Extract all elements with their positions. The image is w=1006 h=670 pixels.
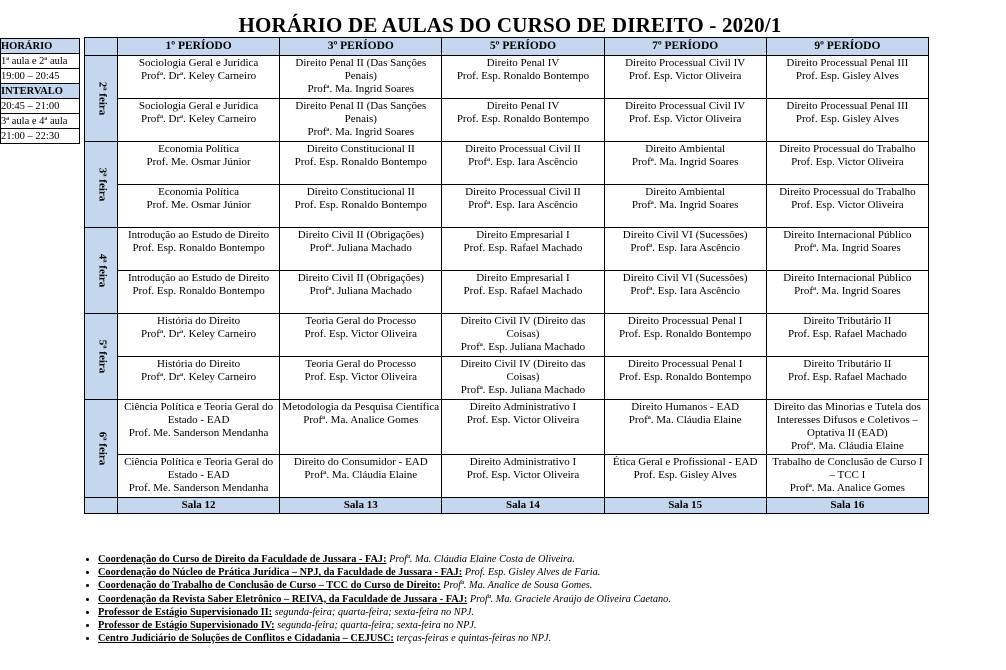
professor-name: Profª. Drª. Keley Carneiro xyxy=(141,328,257,340)
class-cell xyxy=(766,314,928,357)
schedule-row xyxy=(85,455,929,498)
subject-name: Ética Geral e Profissional - EAD xyxy=(612,456,758,468)
period-header: 3º PERÍODO xyxy=(280,38,442,56)
class-cell xyxy=(766,455,928,498)
class-cell xyxy=(604,455,766,498)
class-cell xyxy=(280,357,442,400)
subject-name: Direito Civil IV (Direito das Coisas) xyxy=(460,358,586,383)
professor-name: Profª. Ma. Ingrid Soares xyxy=(794,285,901,297)
subject-name: Direito Civil II (Obrigações) xyxy=(297,229,424,241)
day-label-text: 6ª feira xyxy=(96,431,109,466)
class-cell xyxy=(442,228,604,271)
professor-name: Prof. Esp. Gisley Alves xyxy=(633,469,737,481)
professor-name: Profª. Esp. Iara Ascêncio xyxy=(468,199,578,211)
subject-name: Trabalho de Conclusão de Curso I – TCC I xyxy=(772,456,923,481)
day-label xyxy=(85,56,118,142)
note-title: Coordenação da Revista Saber Eletrônico – REIVA, da Faculdade de Jussara - FAJ: xyxy=(98,593,468,605)
subject-name: História do Direito xyxy=(157,358,241,370)
class-cell xyxy=(442,357,604,400)
class-cell xyxy=(442,185,604,228)
subject-name: Direito Penal IV xyxy=(486,100,560,112)
notes-list xyxy=(84,553,988,645)
professor-name: Prof. Esp. Victor Oliveira xyxy=(628,113,742,125)
class-cell xyxy=(118,357,280,400)
note-item xyxy=(98,566,988,579)
subject-name: Direito Processual Penal I xyxy=(627,358,743,370)
class-cell xyxy=(442,314,604,357)
subject-name: Direito Tributário II xyxy=(803,358,892,370)
professor-name: Profª. Drª. Keley Carneiro xyxy=(141,371,257,383)
note-title: Professor de Estágio Supervisionado II: xyxy=(98,606,273,618)
class-cell xyxy=(442,271,604,314)
day-label-text: 5ª feira xyxy=(96,339,109,374)
class-cell xyxy=(604,99,766,142)
professor-name: Prof. Esp. Rafael Machado xyxy=(787,371,907,383)
class-cell xyxy=(280,228,442,271)
subject-name: Direito Processual Civil IV xyxy=(625,57,746,69)
room-label: Sala 13 xyxy=(280,498,442,514)
schedule-row xyxy=(85,400,929,455)
note-title: Coordenação do Núcleo de Prática Jurídica – NPJ, da Faculdade de Jussara - FAJ: xyxy=(98,567,463,579)
class-cell xyxy=(118,228,280,271)
subject-name: Direito das Minorias e Tutela dos Interesses Difusos e Coletivos – Optativa II (EAD) xyxy=(773,401,921,439)
professor-name: Prof. Me. Osmar Júnior xyxy=(146,156,251,168)
professor-name: Prof. Esp. Ronaldo Bontempo xyxy=(132,285,265,297)
professor-name: Prof. Esp. Ronaldo Bontempo xyxy=(456,113,590,125)
class-cell xyxy=(118,99,280,142)
subject-name: Economia Política xyxy=(158,186,240,198)
subject-name: Direito Tributário II xyxy=(803,315,892,327)
subject-name: Direito Processual Civil II xyxy=(465,143,581,155)
schedule-row xyxy=(85,56,929,99)
note-item xyxy=(98,619,988,632)
professor-name: Profª. Esp. Iara Ascêncio xyxy=(630,242,740,254)
professor-name: Profª. Ma. Ingrid Soares xyxy=(794,242,901,254)
subject-name: Direito Penal II (Das Sanções Penais) xyxy=(295,57,427,82)
professor-name: Profª. Ma. Ingrid Soares xyxy=(631,156,739,168)
time-legend-row xyxy=(1,54,80,69)
subject-name: Direito Constitucional II xyxy=(306,186,415,198)
class-cell xyxy=(280,142,442,185)
subject-name: Direito Penal IV xyxy=(486,57,560,69)
class-cell xyxy=(280,185,442,228)
day-label xyxy=(85,228,118,314)
schedule-row xyxy=(85,99,929,142)
time-legend-row xyxy=(1,69,80,84)
professor-name: Prof. Me. Osmar Júnior xyxy=(146,199,251,211)
professor-name: Profª. Ma. Ingrid Soares xyxy=(307,126,415,138)
professor-name: Prof. Esp. Ronaldo Bontempo xyxy=(456,70,590,82)
subject-name: Direito Civil VI (Sucessões) xyxy=(622,229,748,241)
class-cell xyxy=(766,357,928,400)
subject-name: Direito Constitucional II xyxy=(306,143,415,155)
period-header: 9º PERÍODO xyxy=(766,38,928,56)
class-cell xyxy=(604,142,766,185)
schedule-row xyxy=(85,185,929,228)
schedule-row xyxy=(85,314,929,357)
professor-name: Profª. Esp. Iara Ascêncio xyxy=(468,156,578,168)
professor-name: Prof. Esp. Ronaldo Bontempo xyxy=(619,371,752,383)
time-legend-row xyxy=(1,99,80,114)
professor-name: Profª. Ma. Cláudia Elaine xyxy=(628,414,742,426)
professor-name: Prof. Me. Sanderson Mendanha xyxy=(128,482,269,494)
class-cell xyxy=(766,142,928,185)
room-label: Sala 16 xyxy=(766,498,928,514)
time-legend-row xyxy=(1,129,80,144)
day-label-text: 2ª feira xyxy=(96,81,109,116)
subject-name: Direito Empresarial I xyxy=(476,272,570,284)
note-detail: Profª. Ma. Graciele Araújo de Oliveira Caetano. xyxy=(469,593,671,605)
note-title: Coordenação do Trabalho de Conclusão de Curso – TCC do Curso de Direito: xyxy=(98,580,441,592)
subject-name: Direito do Consumidor - EAD xyxy=(293,456,428,468)
schedule-row xyxy=(85,357,929,400)
period-header: 1º PERÍODO xyxy=(118,38,280,56)
subject-name: Direito Administrativo I xyxy=(469,456,577,468)
class-cell xyxy=(280,400,442,455)
professor-name: Profª. Esp. Juliana Machado xyxy=(460,341,586,353)
note-detail: segunda-feira; quarta-feira; sexta-feira no NPJ. xyxy=(277,620,477,632)
schedule-row xyxy=(85,228,929,271)
subject-name: Direito Processual Penal III xyxy=(786,57,909,69)
time-legend xyxy=(0,38,80,144)
subject-name: História do Direito xyxy=(157,315,241,327)
class-cell xyxy=(766,271,928,314)
professor-name: Profª. Ma. Ingrid Soares xyxy=(307,83,415,95)
room-label: Sala 14 xyxy=(442,498,604,514)
day-label-text: 3ª feira xyxy=(96,167,109,202)
class-cell xyxy=(442,400,604,455)
class-cell xyxy=(604,357,766,400)
class-cell xyxy=(766,228,928,271)
time-legend-entry: 20:45 – 21:00 xyxy=(1,99,80,114)
subject-name: Sociologia Geral e Jurídica xyxy=(138,100,259,112)
time-legend-row xyxy=(1,84,80,99)
schedule-row xyxy=(85,271,929,314)
note-title: Coordenação do Curso de Direito da Faculdade de Jussara - FAJ: xyxy=(98,554,387,565)
class-cell xyxy=(442,142,604,185)
class-cell xyxy=(442,56,604,99)
note-detail: terças-feiras e quintas-feiras no NPJ. xyxy=(396,633,552,645)
time-legend-row xyxy=(1,39,80,54)
professor-name: Prof. Esp. Rafael Machado xyxy=(787,328,907,340)
class-cell xyxy=(604,185,766,228)
class-cell xyxy=(766,185,928,228)
professor-name: Prof. Esp. Victor Oliveira xyxy=(304,371,418,383)
note-item xyxy=(98,553,988,566)
subject-name: Sociologia Geral e Jurídica xyxy=(138,57,259,69)
professor-name: Prof. Esp. Victor Oliveira xyxy=(466,469,580,481)
class-cell xyxy=(280,455,442,498)
professor-name: Prof. Esp. Victor Oliveira xyxy=(791,199,904,211)
subject-name: Metodologia da Pesquisa Científica xyxy=(282,401,440,413)
professor-name: Profª. Ma. Cláudia Elaine xyxy=(304,469,418,481)
professor-name: Prof. Esp. Gisley Alves xyxy=(795,113,899,125)
professor-name: Prof. Esp. Gisley Alves xyxy=(795,70,899,82)
class-cell xyxy=(604,271,766,314)
subject-name: Direito Civil II (Obrigações) xyxy=(297,272,424,284)
time-legend-row xyxy=(1,114,80,129)
class-cell xyxy=(604,56,766,99)
subject-name: Direito Processual do Trabalho xyxy=(779,186,916,198)
class-cell xyxy=(604,228,766,271)
day-label-text: 4ª feira xyxy=(96,253,109,288)
professor-name: Prof. Esp. Rafael Machado xyxy=(463,285,583,297)
class-cell xyxy=(118,56,280,99)
subject-name: Direito Civil VI (Sucessões) xyxy=(622,272,748,284)
class-cell xyxy=(280,271,442,314)
subject-name: Introdução ao Estudo de Direito xyxy=(128,229,270,241)
professor-name: Prof. Esp. Victor Oliveira xyxy=(466,414,580,426)
class-cell xyxy=(442,455,604,498)
day-label xyxy=(85,142,118,228)
note-detail: Prof. Esp. Gisley Alves de Faria. xyxy=(464,567,601,579)
subject-name: Direito Processual Penal I xyxy=(627,315,743,327)
class-cell xyxy=(118,142,280,185)
professor-name: Profª. Juliana Machado xyxy=(309,285,412,297)
subject-name: Direito Empresarial I xyxy=(476,229,570,241)
subject-name: Direito Processual do Trabalho xyxy=(779,143,916,155)
subject-name: Direito Humanos - EAD xyxy=(631,401,740,413)
class-cell xyxy=(118,314,280,357)
time-legend-entry: 3ª aula e 4ª aula xyxy=(1,114,80,129)
page-title: HORÁRIO DE AULAS DO CURSO DE DIREITO - 2020/1 xyxy=(238,13,782,37)
room-label: Sala 15 xyxy=(604,498,766,514)
professor-name: Profª. Drª. Keley Carneiro xyxy=(141,70,257,82)
professor-name: Prof. Esp. Victor Oliveira xyxy=(628,70,742,82)
time-legend-entry: 19:00 – 20:45 xyxy=(1,69,80,84)
subject-name: Teoria Geral do Processo xyxy=(305,358,417,370)
subject-name: Ciência Política e Teoria Geral do Estado - EAD xyxy=(124,401,274,426)
note-item xyxy=(98,606,988,619)
class-cell xyxy=(118,271,280,314)
note-detail: segunda-feira; quarta-feira; sexta-feira no NPJ. xyxy=(274,606,475,618)
class-cell xyxy=(280,99,442,142)
professor-name: Prof. Me. Sanderson Mendanha xyxy=(128,427,269,439)
class-cell xyxy=(442,99,604,142)
professor-name: Prof. Esp. Rafael Machado xyxy=(463,242,583,254)
professor-name: Profª. Esp. Juliana Machado xyxy=(460,384,586,396)
subject-name: Economia Política xyxy=(158,143,240,155)
subject-name: Direito Ambiental xyxy=(645,143,726,155)
note-detail: Profª. Ma. Cláudia Elaine Costa de Oliveira. xyxy=(389,554,575,565)
class-cell xyxy=(280,314,442,357)
subject-name: Teoria Geral do Processo xyxy=(305,315,417,327)
subject-name: Direito Ambiental xyxy=(645,186,726,198)
class-cell xyxy=(766,400,928,455)
subject-name: Direito Internacional Público xyxy=(783,229,912,241)
schedule-table xyxy=(84,37,929,514)
professor-name: Profª. Ma. Cláudia Elaine xyxy=(791,440,904,452)
professor-name: Profª. Ma. Ingrid Soares xyxy=(631,199,739,211)
note-detail: Profª. Ma. Analice de Sousa Gomes. xyxy=(443,580,593,592)
subject-name: Direito Processual Penal III xyxy=(786,100,909,112)
professor-name: Prof. Esp. Victor Oliveira xyxy=(791,156,904,168)
class-cell xyxy=(766,56,928,99)
time-legend-heading: HORÁRIO xyxy=(1,39,80,54)
corner-cell-bottom xyxy=(85,498,118,514)
day-label xyxy=(85,314,118,400)
professor-name: Profª. Ma. Analice Gomes xyxy=(789,482,905,494)
professor-name: Prof. Esp. Victor Oliveira xyxy=(304,328,418,340)
professor-name: Prof. Esp. Ronaldo Bontempo xyxy=(294,156,427,168)
class-cell xyxy=(604,314,766,357)
note-item xyxy=(98,593,988,606)
professor-name: Prof. Esp. Ronaldo Bontempo xyxy=(619,328,752,340)
subject-name: Direito Processual Civil IV xyxy=(625,100,746,112)
subject-name: Introdução ao Estudo de Direito xyxy=(128,272,270,284)
note-item xyxy=(98,632,988,645)
subject-name: Direito Processual Civil II xyxy=(465,186,581,198)
corner-cell xyxy=(85,38,118,56)
subject-name: Direito Administrativo I xyxy=(469,401,577,413)
professor-name: Profª. Juliana Machado xyxy=(309,242,412,254)
note-item xyxy=(98,579,988,592)
room-label: Sala 12 xyxy=(118,498,280,514)
class-cell xyxy=(604,400,766,455)
subject-name: Ciência Política e Teoria Geral do Estado - EAD xyxy=(124,456,274,481)
schedule-row xyxy=(85,142,929,185)
class-cell xyxy=(118,185,280,228)
day-label xyxy=(85,400,118,498)
subject-name: Direito Civil IV (Direito das Coisas) xyxy=(460,315,586,340)
class-cell xyxy=(118,455,280,498)
time-legend-heading: INTERVALO xyxy=(1,84,80,99)
time-legend-entry: 1ª aula e 2ª aula xyxy=(1,54,80,69)
period-header: 7º PERÍODO xyxy=(604,38,766,56)
period-header: 5º PERÍODO xyxy=(442,38,604,56)
class-cell xyxy=(118,400,280,455)
class-cell xyxy=(766,99,928,142)
note-title: Professor de Estágio Supervisionado IV: xyxy=(98,620,275,632)
subject-name: Direito Penal II (Das Sanções Penais) xyxy=(295,100,427,125)
professor-name: Profª. Ma. Analice Gomes xyxy=(303,414,419,426)
professor-name: Profª. Esp. Iara Ascêncio xyxy=(630,285,740,297)
professor-name: Prof. Esp. Ronaldo Bontempo xyxy=(294,199,427,211)
class-cell xyxy=(280,56,442,99)
professor-name: Profª. Drª. Keley Carneiro xyxy=(141,113,257,125)
note-title: Centro Judiciário de Soluções de Conflitos e Cidadania – CEJUSC: xyxy=(98,633,394,645)
professor-name: Prof. Esp. Ronaldo Bontempo xyxy=(132,242,265,254)
time-legend-entry: 21:00 – 22:30 xyxy=(1,129,80,144)
subject-name: Direito Internacional Público xyxy=(783,272,912,284)
